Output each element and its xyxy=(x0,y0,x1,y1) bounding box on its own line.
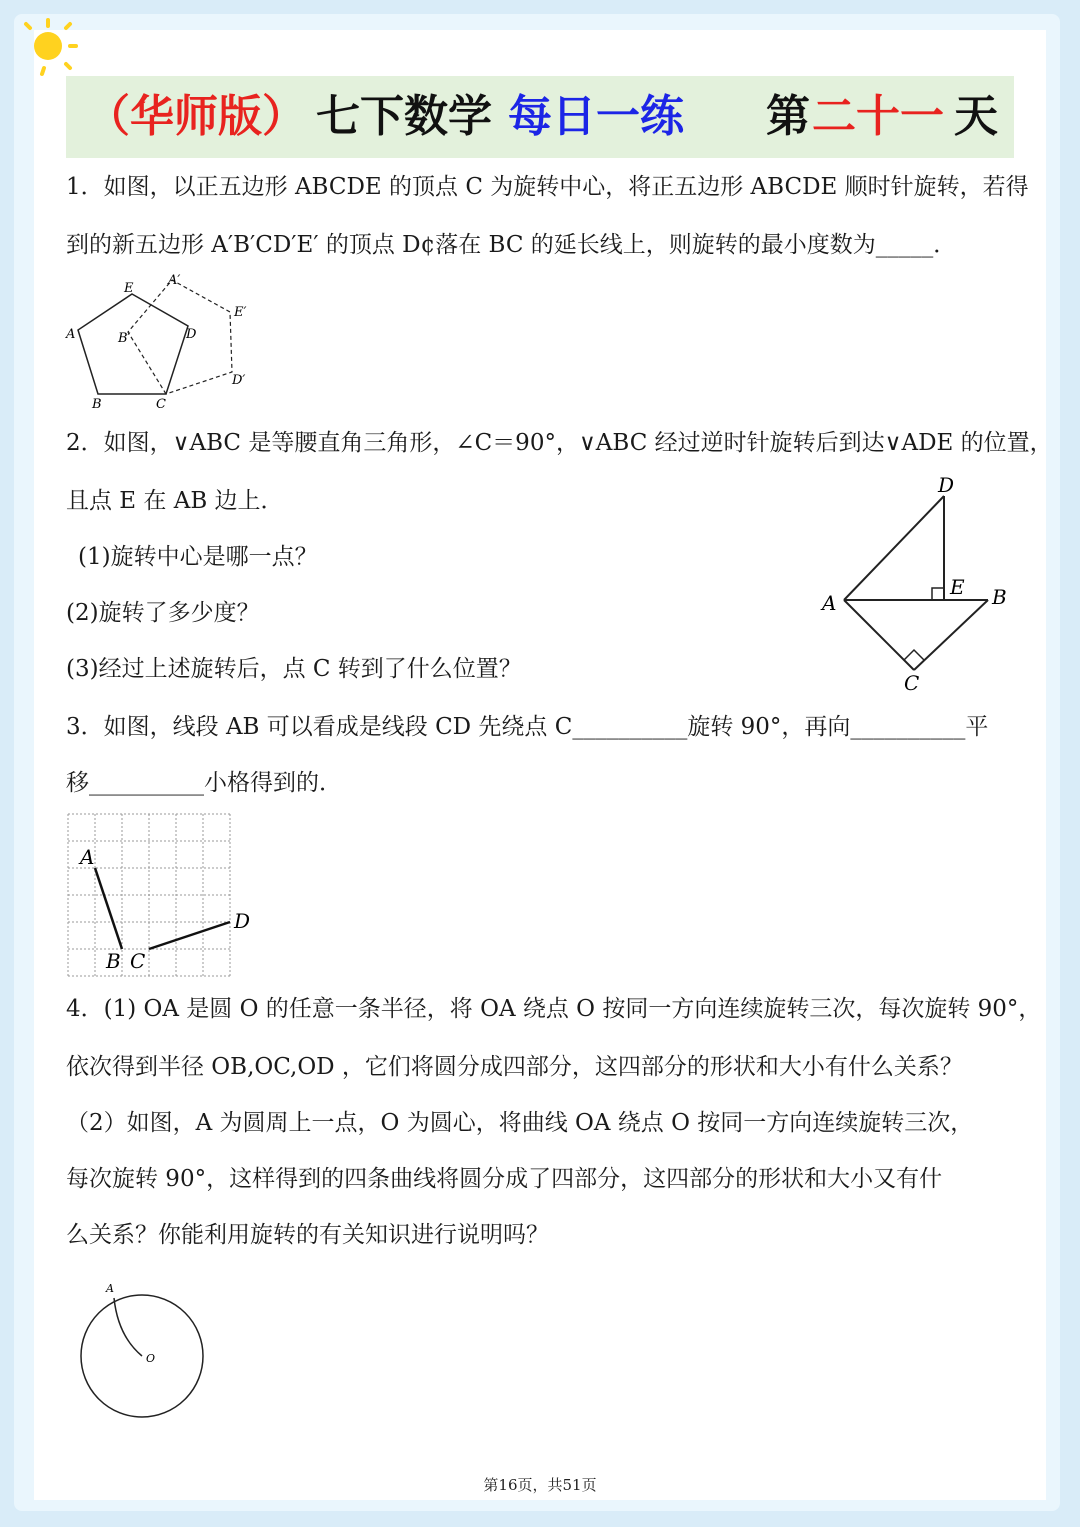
q3-label-D: D xyxy=(234,909,251,933)
q3-line1: 3．如图，线段 AB 可以看成是线段 CD 先绕点 C__________旋转 90°，再向__________平 xyxy=(66,714,989,740)
title-day-prefix: 第 xyxy=(766,91,810,142)
q1-line2: 到的新五边形 A′B′CD′E′ 的顶点 D¢落在 BC 的延长线上，则旋转的最小度数为_____． xyxy=(66,232,957,258)
q2-line1: 2．如图，∨ABC 是等腰直角三角形，∠C＝90°，∨ABC 经过逆时针旋转后到达∨ADE 的位置， xyxy=(66,430,1053,456)
q3-line2: 移__________小格得到的． xyxy=(66,770,342,796)
q2-label-E: E xyxy=(950,575,965,599)
q1-label-C: C xyxy=(156,397,166,412)
q2-label-D: D xyxy=(938,473,955,497)
q2-sub3: (3)经过上述旋转后，点 C 转到了什么位置？ xyxy=(66,656,522,682)
q1-label-B: B xyxy=(92,397,102,412)
q3-label-A: A xyxy=(80,845,95,869)
q1-label-B-prime: B′ xyxy=(118,331,131,346)
q2-triangle-figure xyxy=(816,470,1016,700)
page-number: 第16页，共51页 xyxy=(483,1476,597,1494)
q1-pentagon-figure xyxy=(60,272,260,414)
q2-sub1: (1)旋转中心是哪一点？ xyxy=(78,544,318,570)
q4-line4: 每次旋转 90°，这样得到的四条曲线将圆分成了四部分，这四部分的形状和大小又有什 xyxy=(66,1166,943,1192)
page-title xyxy=(66,76,1014,158)
q1-label-A: A xyxy=(66,327,76,342)
q4-label-A: A xyxy=(106,1282,114,1295)
q4-line3: （2）如图，A 为圆周上一点，O 为圆心，将曲线 OA 绕点 O 按同一方向连续旋转三次， xyxy=(66,1110,974,1136)
q2-line2: 且点 E 在 AB 边上． xyxy=(66,488,284,514)
q1-label-E: E xyxy=(124,281,134,296)
q4-label-O: O xyxy=(146,1352,156,1365)
q2-label-C: C xyxy=(904,671,920,695)
q1-label-E-prime: E′ xyxy=(234,305,247,320)
q1-label-D-prime: D′ xyxy=(232,373,246,388)
q3-grid-figure xyxy=(66,812,266,980)
title-subject: 七下数学 xyxy=(316,91,492,142)
q2-label-B: B xyxy=(992,585,1007,609)
q1-line1: 1．如图，以正五边形 ABCDE 的顶点 C 为旋转中心，将正五边形 ABCDE 顺时针旋转，若得 xyxy=(66,174,1029,200)
title-day-suffix: 天 xyxy=(954,91,998,142)
sun-icon xyxy=(18,10,88,80)
q4-circle-figure xyxy=(72,1278,222,1424)
q4-line5: 么关系？你能利用旋转的有关知识进行说明吗？ xyxy=(66,1222,549,1248)
q2-label-A: A xyxy=(822,591,837,615)
q1-label-A-prime: A′ xyxy=(168,273,181,288)
q2-sub2: (2)旋转了多少度？ xyxy=(66,600,260,626)
q4-line1: 4．(1) OA 是圆 O 的任意一条半径，将 OA 绕点 O 按同一方向连续旋转三次，每次旋转 90°， xyxy=(66,996,1042,1022)
title-daily-practice: 每日一练 xyxy=(508,91,684,142)
q4-line2: 依次得到半径 OB,OC,OD ，它们将圆分成四部分，这四部分的形状和大小有什么关系？ xyxy=(66,1054,963,1080)
q1-label-D: D xyxy=(186,327,197,342)
title-edition: （华师版） xyxy=(86,91,306,142)
title-day-number: 二十一 xyxy=(812,91,944,142)
q3-label-B: B xyxy=(106,949,121,973)
q3-label-C: C xyxy=(130,949,146,973)
